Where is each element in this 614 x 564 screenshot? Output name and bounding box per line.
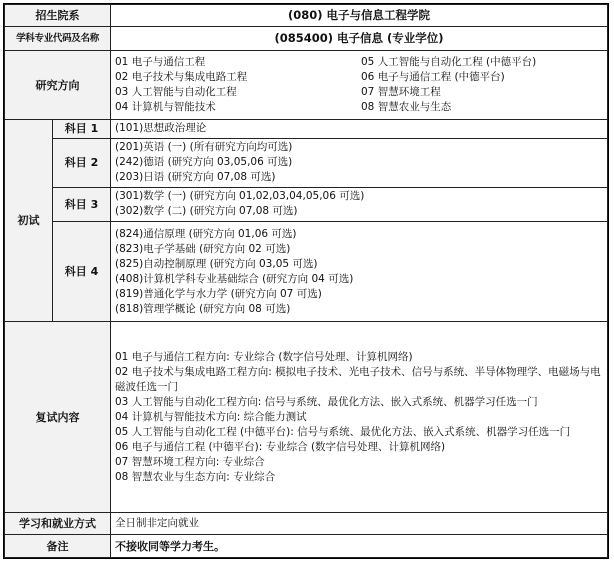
row-study-mode <box>5 513 608 535</box>
row-major <box>5 27 608 50</box>
major-label: 学科专业代码及名称 <box>5 27 111 50</box>
subject-item: (408)计算机学科专业基础综合 (研究方向 04 可选) <box>115 272 354 285</box>
subject-item: (824)通信原理 (研究方向 01,06 可选) <box>115 227 297 240</box>
subject-item: (302)数学 (二) (研究方向 07,08 可选) <box>115 205 298 218</box>
admission-table-sheet <box>3 3 609 559</box>
row-subject-2 <box>5 138 608 187</box>
research-label: 研究方向 <box>5 50 111 119</box>
subject-item: (819)普通化学与水力学 (研究方向 07 可选) <box>115 287 322 300</box>
subject-1-items <box>111 120 608 138</box>
major-value: (085400) 电子信息 (专业学位) <box>111 27 608 50</box>
retest-item: 02 电子技术与集成电路工程方向: 模拟电子技术、光电子技术、信号与系统、半导体物理学、电磁场与电磁波任选一门 <box>115 365 601 393</box>
row-subject-3 <box>5 187 608 222</box>
row-subject-1 <box>5 120 608 138</box>
subject-item: (301)数学 (一) (研究方向 01,02,03,04,05,06 可选) <box>115 190 365 203</box>
subject-item: (242)德语 (研究方向 03,05,06 可选) <box>115 156 293 169</box>
row-subject-4 <box>5 222 608 322</box>
remark-label: 备注 <box>5 535 111 558</box>
research-item: 08 智慧农业与生态 <box>361 101 452 114</box>
admission-table <box>4 4 608 558</box>
subject-2-label: 科目 2 <box>53 138 111 187</box>
retest-item: 05 人工智能与自动化工程 (中德平台): 信号与系统、最优化方法、嵌入式系统、机器学习任选一门 <box>115 425 571 438</box>
retest-label: 复试内容 <box>5 322 111 513</box>
row-remark <box>5 535 608 558</box>
subject-item: (823)电子学基础 (研究方向 02 可选) <box>115 242 291 255</box>
retest-item: 06 电子与通信工程 (中德平台): 专业综合 (数字信号处理、计算机网络) <box>115 440 446 453</box>
research-item: 07 智慧环境工程 <box>361 86 441 99</box>
subject-item: (201)英语 (一) (所有研究方向均可选) <box>115 141 293 154</box>
research-item: 03 人工智能与自动化工程 <box>115 86 237 99</box>
subject-4-items <box>111 222 608 322</box>
retest-item: 08 智慧农业与生态方向: 专业综合 <box>115 470 276 483</box>
study-mode-value: 全日制非定向就业 <box>111 513 608 535</box>
row-research <box>5 50 608 119</box>
research-directions <box>111 50 608 119</box>
subject-item: (203)日语 (研究方向 07,08 可选) <box>115 171 276 184</box>
subject-1-label: 科目 1 <box>53 120 111 138</box>
subject-item: (818)管理学概论 (研究方向 08 可选) <box>115 302 291 315</box>
research-item: 04 计算机与智能技术 <box>115 101 216 114</box>
exam-label: 初试 <box>5 120 53 322</box>
research-item: 05 人工智能与自动化工程 (中德平台) <box>361 56 537 69</box>
school-label: 招生院系 <box>5 5 111 27</box>
row-retest <box>5 322 608 513</box>
subject-4-label: 科目 4 <box>53 222 111 322</box>
retest-item: 01 电子与通信工程方向: 专业综合 (数字信号处理、计算机网络) <box>115 350 413 363</box>
research-right-column <box>361 55 603 115</box>
subject-item: (101)思想政治理论 <box>115 122 207 135</box>
retest-item: 04 计算机与智能技术方向: 综合能力测试 <box>115 410 307 423</box>
study-mode-label: 学习和就业方式 <box>5 513 111 535</box>
school-value: (080) 电子与信息工程学院 <box>111 5 608 27</box>
research-left-column <box>115 55 357 115</box>
retest-item: 07 智慧环境工程方向: 专业综合 <box>115 455 265 468</box>
research-item: 02 电子技术与集成电路工程 <box>115 71 248 84</box>
row-school <box>5 5 608 27</box>
subject-3-label: 科目 3 <box>53 187 111 222</box>
retest-item: 03 人工智能与自动化工程方向: 信号与系统、最优化方法、嵌入式系统、机器学习任选一门 <box>115 395 538 408</box>
remark-value: 不接收同等学力考生。 <box>111 535 608 558</box>
research-item: 01 电子与通信工程 <box>115 56 206 69</box>
subject-3-items <box>111 187 608 222</box>
retest-items <box>111 322 608 513</box>
subject-2-items <box>111 138 608 187</box>
subject-item: (825)自动控制原理 (研究方向 03,05 可选) <box>115 257 318 270</box>
research-item: 06 电子与通信工程 (中德平台) <box>361 71 505 84</box>
